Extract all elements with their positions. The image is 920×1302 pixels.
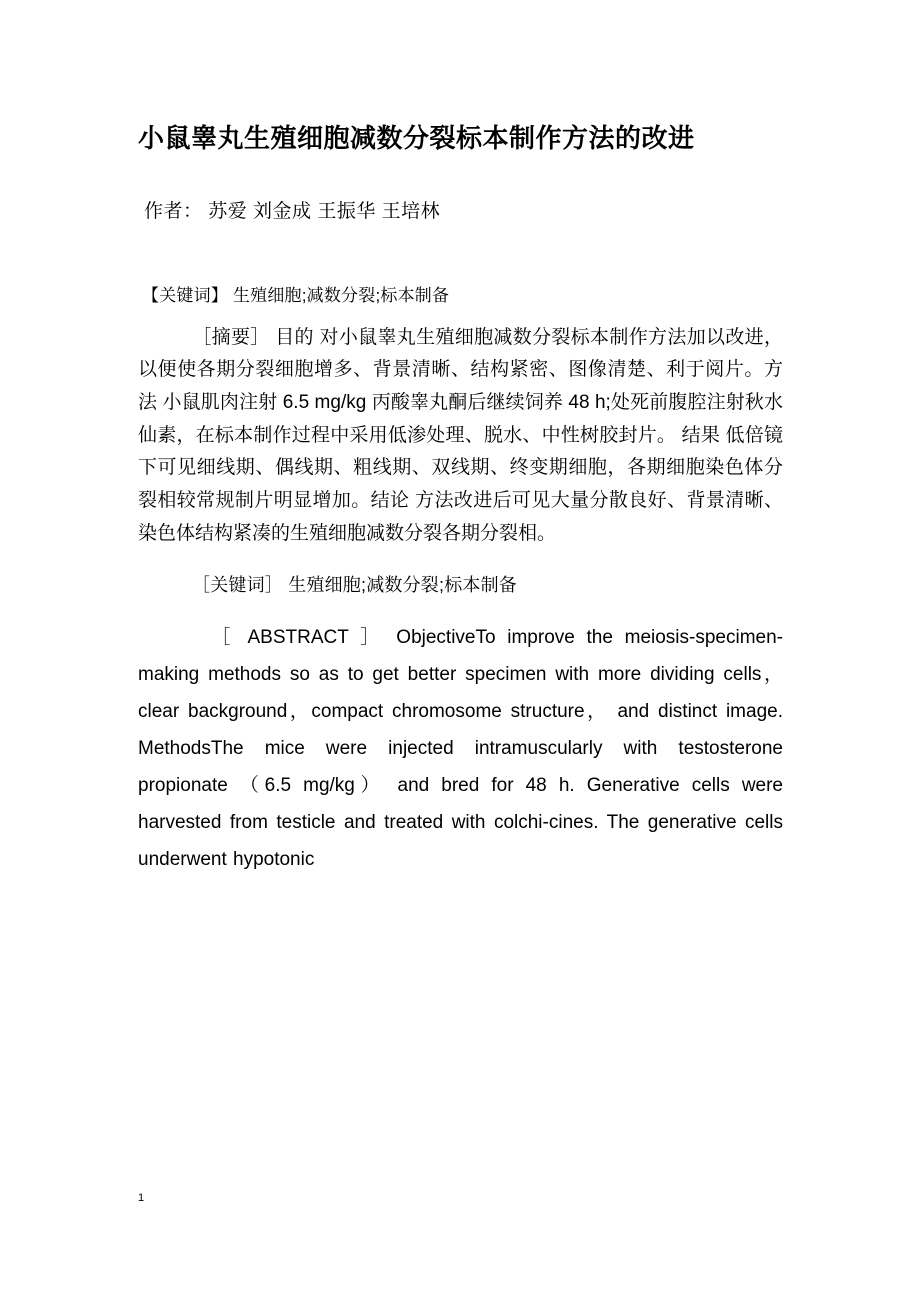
abstract-english <box>138 619 783 878</box>
abstract-chinese <box>138 322 783 551</box>
keywords-header: 【关键词】 生殖细胞;减数分裂;标本制备 <box>142 285 450 305</box>
document-body <box>138 0 783 897</box>
page-title: 小鼠睾丸生殖细胞减数分裂标本制作方法的改进 <box>138 123 695 153</box>
abstract-chinese-text: ［摘要］ 目的 对小鼠睾丸生殖细胞减数分裂标本制作方法加以改进，以便使各期分裂细胞增多、背景清晰、结构紧密、图像清楚、利于阅片。方法 小鼠肌肉注射 6.5 mg/kg 丙酸睾丸酮后继续饲养 48 h;处死前腹腔注射秋水仙素，在标本制作过程中采用低渗处理、脱水、中性树胶封片。 结果 低倍镜下可见细线期、偶线期、粗线期、双线期、终变期细胞，各期细胞染色体分裂相较常规制片明显增加。结论 方法改进后可见大量分散良好、背景清晰、染色体结构紧凑的生殖细胞减数分裂各期分裂相。 <box>138 326 783 544</box>
abstract-english-text: ［ ABSTRACT ］ ObjectiveTo improve the meiosis-specimen-making methods so as to get better specimen with more dividing cells， clear background，compact chromosome structure， and distinct image. MethodsThe mice were injected intramuscularly with testosterone propionate （6.5 mg/kg） and bred for 48 h. Generative cells were harvested from testicle and treated with colchi-cines. The generative cells underwent hypotonic <box>138 626 783 870</box>
keywords-chinese: ［关键词］ 生殖细胞;减数分裂;标本制备 <box>192 574 518 595</box>
authors-line: 作者： 苏爱 刘金成 王振华 王培林 <box>144 200 441 222</box>
page-number: 1 <box>138 1192 145 1204</box>
